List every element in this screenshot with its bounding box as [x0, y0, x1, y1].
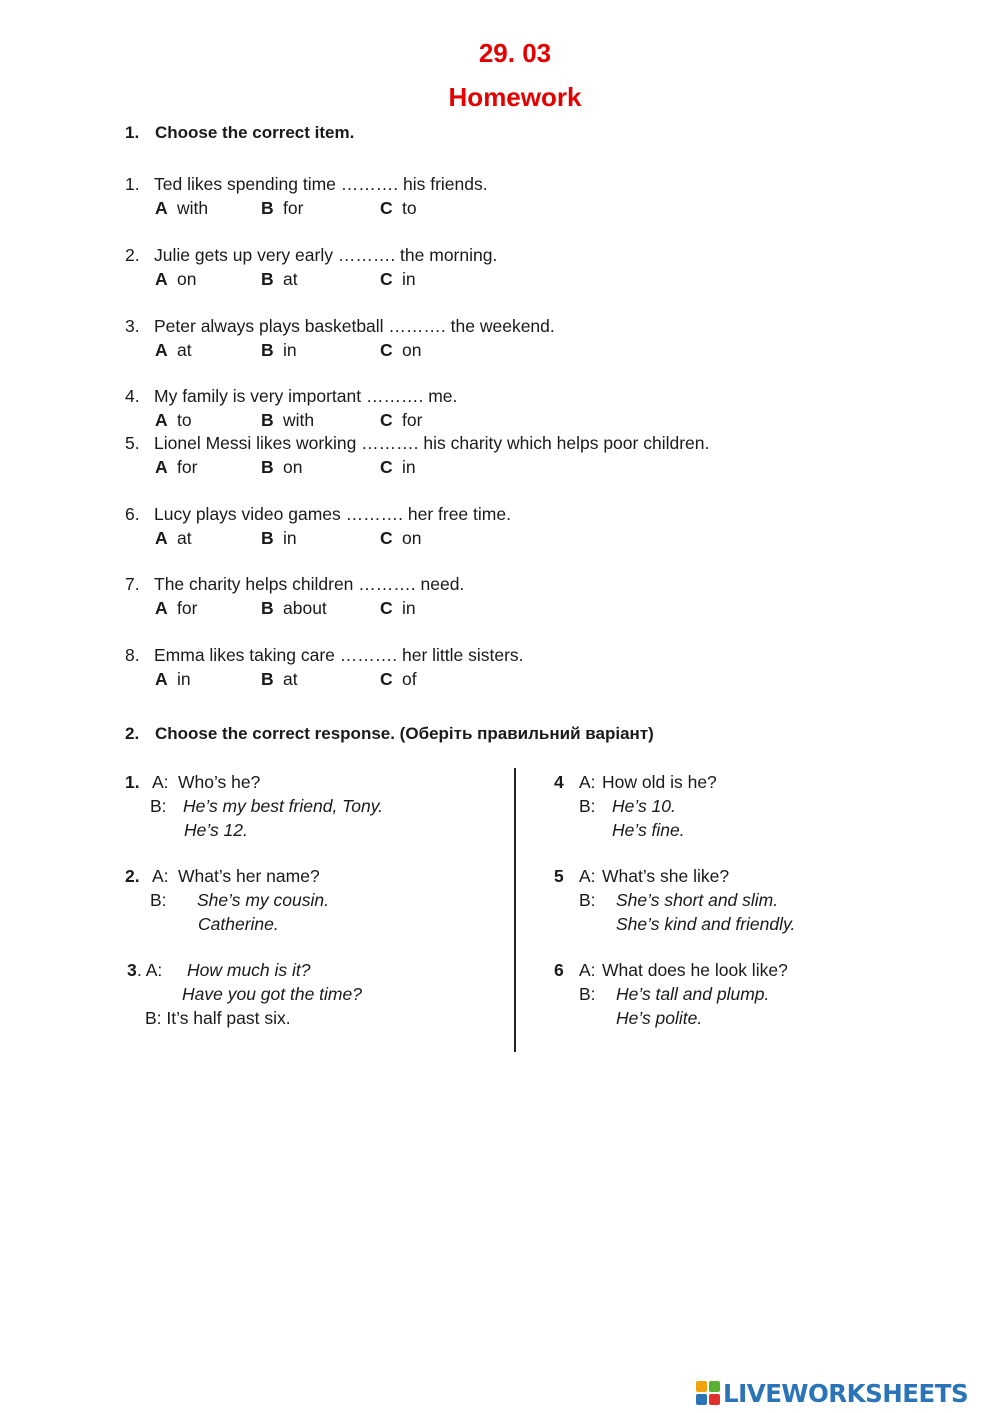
exercise-2-heading	[125, 724, 654, 744]
response-option-2[interactable]: He’s 12.	[184, 820, 248, 840]
question-number: 2.	[125, 245, 140, 265]
speaker-a-label: A:	[579, 772, 596, 792]
exercise-number: 2.	[125, 724, 140, 743]
exercise-number: 1.	[125, 123, 140, 142]
question-stem: Peter always plays basketball ………. the weekend.	[154, 316, 555, 336]
speaker-a-text: What’s her name?	[178, 866, 320, 886]
question-5	[125, 432, 709, 479]
page-title: Homework	[448, 82, 582, 112]
question-6	[125, 503, 555, 550]
date-title: 29. 03	[478, 38, 552, 68]
liveworksheets-logo-icon	[696, 1381, 720, 1405]
response-option-2[interactable]: He’s fine.	[612, 820, 685, 840]
speaker-a-text: What’s she like?	[602, 866, 730, 886]
response-option-2[interactable]: Have you got the time?	[182, 984, 362, 1004]
question-1	[125, 173, 555, 220]
question-stem: Lionel Messi likes working ………. his charity which helps poor children.	[154, 433, 710, 453]
response-option-2[interactable]: She’s kind and friendly.	[616, 914, 796, 934]
option-c[interactable]: C in	[380, 268, 416, 289]
response-option-1[interactable]: He’s 10.	[612, 796, 676, 816]
question-8	[125, 644, 555, 691]
response-option-1[interactable]: She’s my cousin.	[197, 890, 329, 910]
question-7	[125, 573, 555, 620]
option-a[interactable]: A to	[155, 409, 192, 430]
response-option-2[interactable]: Catherine.	[198, 914, 279, 934]
option-b[interactable]: B on	[261, 456, 303, 477]
question-4	[125, 385, 555, 432]
question-stem: The charity helps children ………. need.	[154, 574, 465, 594]
speaker-a-text: What does he look like?	[602, 960, 788, 980]
speaker-b-label: B:	[150, 890, 167, 910]
question-stem: Julie gets up very early ………. the morning.	[154, 245, 498, 265]
option-a[interactable]: A with	[155, 197, 209, 218]
question-number: 3.	[125, 316, 140, 336]
option-b[interactable]: B at	[261, 668, 298, 689]
exercise-1-heading	[125, 123, 354, 143]
option-a[interactable]: A at	[155, 527, 192, 548]
question-stem: Ted likes spending time ………. his friends.	[154, 174, 488, 194]
option-a[interactable]: A for	[155, 597, 198, 618]
question-number: 6.	[125, 504, 140, 524]
dialogue-5	[554, 864, 954, 936]
dialogue-number: 1.	[125, 772, 140, 792]
option-c[interactable]: C of	[380, 668, 417, 689]
option-b[interactable]: B about	[261, 597, 327, 618]
option-b[interactable]: B at	[261, 268, 298, 289]
speaker-a-label: A:	[152, 772, 169, 792]
speaker-a-text: Who’s he?	[178, 772, 261, 792]
speaker-b-label: B:	[150, 796, 167, 816]
option-b[interactable]: B in	[261, 527, 297, 548]
brand-name: LIVEWORKSHEETS	[723, 1378, 969, 1408]
option-a[interactable]: A on	[155, 268, 197, 289]
column-divider	[514, 768, 516, 1052]
exercise-instruction: Choose the correct item.	[155, 123, 355, 142]
option-b[interactable]: B in	[261, 339, 297, 360]
dialogue-4	[554, 770, 954, 842]
response-option-1[interactable]: How much is it?	[187, 960, 311, 980]
question-number: 8.	[125, 645, 140, 665]
speaker-b-line: B: It’s half past six.	[145, 1008, 291, 1028]
exercise-instruction: Choose the correct response. (Оберіть правильний варіант)	[155, 724, 654, 743]
speaker-a-label: A:	[579, 960, 596, 980]
option-c[interactable]: C in	[380, 597, 416, 618]
option-a[interactable]: A in	[155, 668, 191, 689]
speaker-b-label: B:	[579, 890, 596, 910]
question-number: 1.	[125, 174, 140, 194]
response-option-1[interactable]: He’s my best friend, Tony.	[183, 796, 384, 816]
option-a[interactable]: A at	[155, 339, 192, 360]
option-c[interactable]: C in	[380, 456, 416, 477]
dialogue-number: 6	[554, 960, 564, 980]
dialogue-6	[554, 958, 954, 1030]
response-option-1[interactable]: He’s tall and plump.	[616, 984, 770, 1004]
question-number: 7.	[125, 574, 140, 594]
question-stem: Lucy plays video games ………. her free time.	[154, 504, 511, 524]
dialogue-number: 5	[554, 866, 564, 886]
question-number: 4.	[125, 386, 140, 406]
speaker-b-label: B:	[579, 984, 596, 1004]
response-option-2[interactable]: He’s polite.	[616, 1008, 703, 1028]
option-b[interactable]: B with	[261, 409, 315, 430]
option-c[interactable]: C to	[380, 197, 417, 218]
question-stem: Emma likes taking care ………. her little sisters.	[154, 645, 524, 665]
speaker-a-label: . A:	[137, 960, 163, 980]
option-c[interactable]: C for	[380, 409, 423, 430]
dialogue-number: 4	[554, 772, 564, 792]
speaker-a-label: A:	[579, 866, 596, 886]
dialogue-number: 2.	[125, 866, 140, 886]
option-c[interactable]: C on	[380, 527, 422, 548]
option-a[interactable]: A for	[155, 456, 198, 477]
speaker-a-text: How old is he?	[602, 772, 717, 792]
question-3	[125, 315, 555, 362]
speaker-a-label: A:	[152, 866, 169, 886]
dialogue-2	[125, 864, 505, 936]
question-stem: My family is very important ………. me.	[154, 386, 458, 406]
option-c[interactable]: C on	[380, 339, 422, 360]
question-number: 5.	[125, 433, 140, 453]
dialogue-3	[125, 958, 505, 1030]
dialogue-number: 3	[127, 960, 137, 980]
speaker-b-label: B:	[579, 796, 596, 816]
option-b[interactable]: B for	[261, 197, 304, 218]
response-option-1[interactable]: She’s short and slim.	[616, 890, 779, 910]
liveworksheets-logo	[696, 1380, 968, 1406]
question-2	[125, 244, 555, 291]
dialogue-1	[125, 770, 505, 842]
